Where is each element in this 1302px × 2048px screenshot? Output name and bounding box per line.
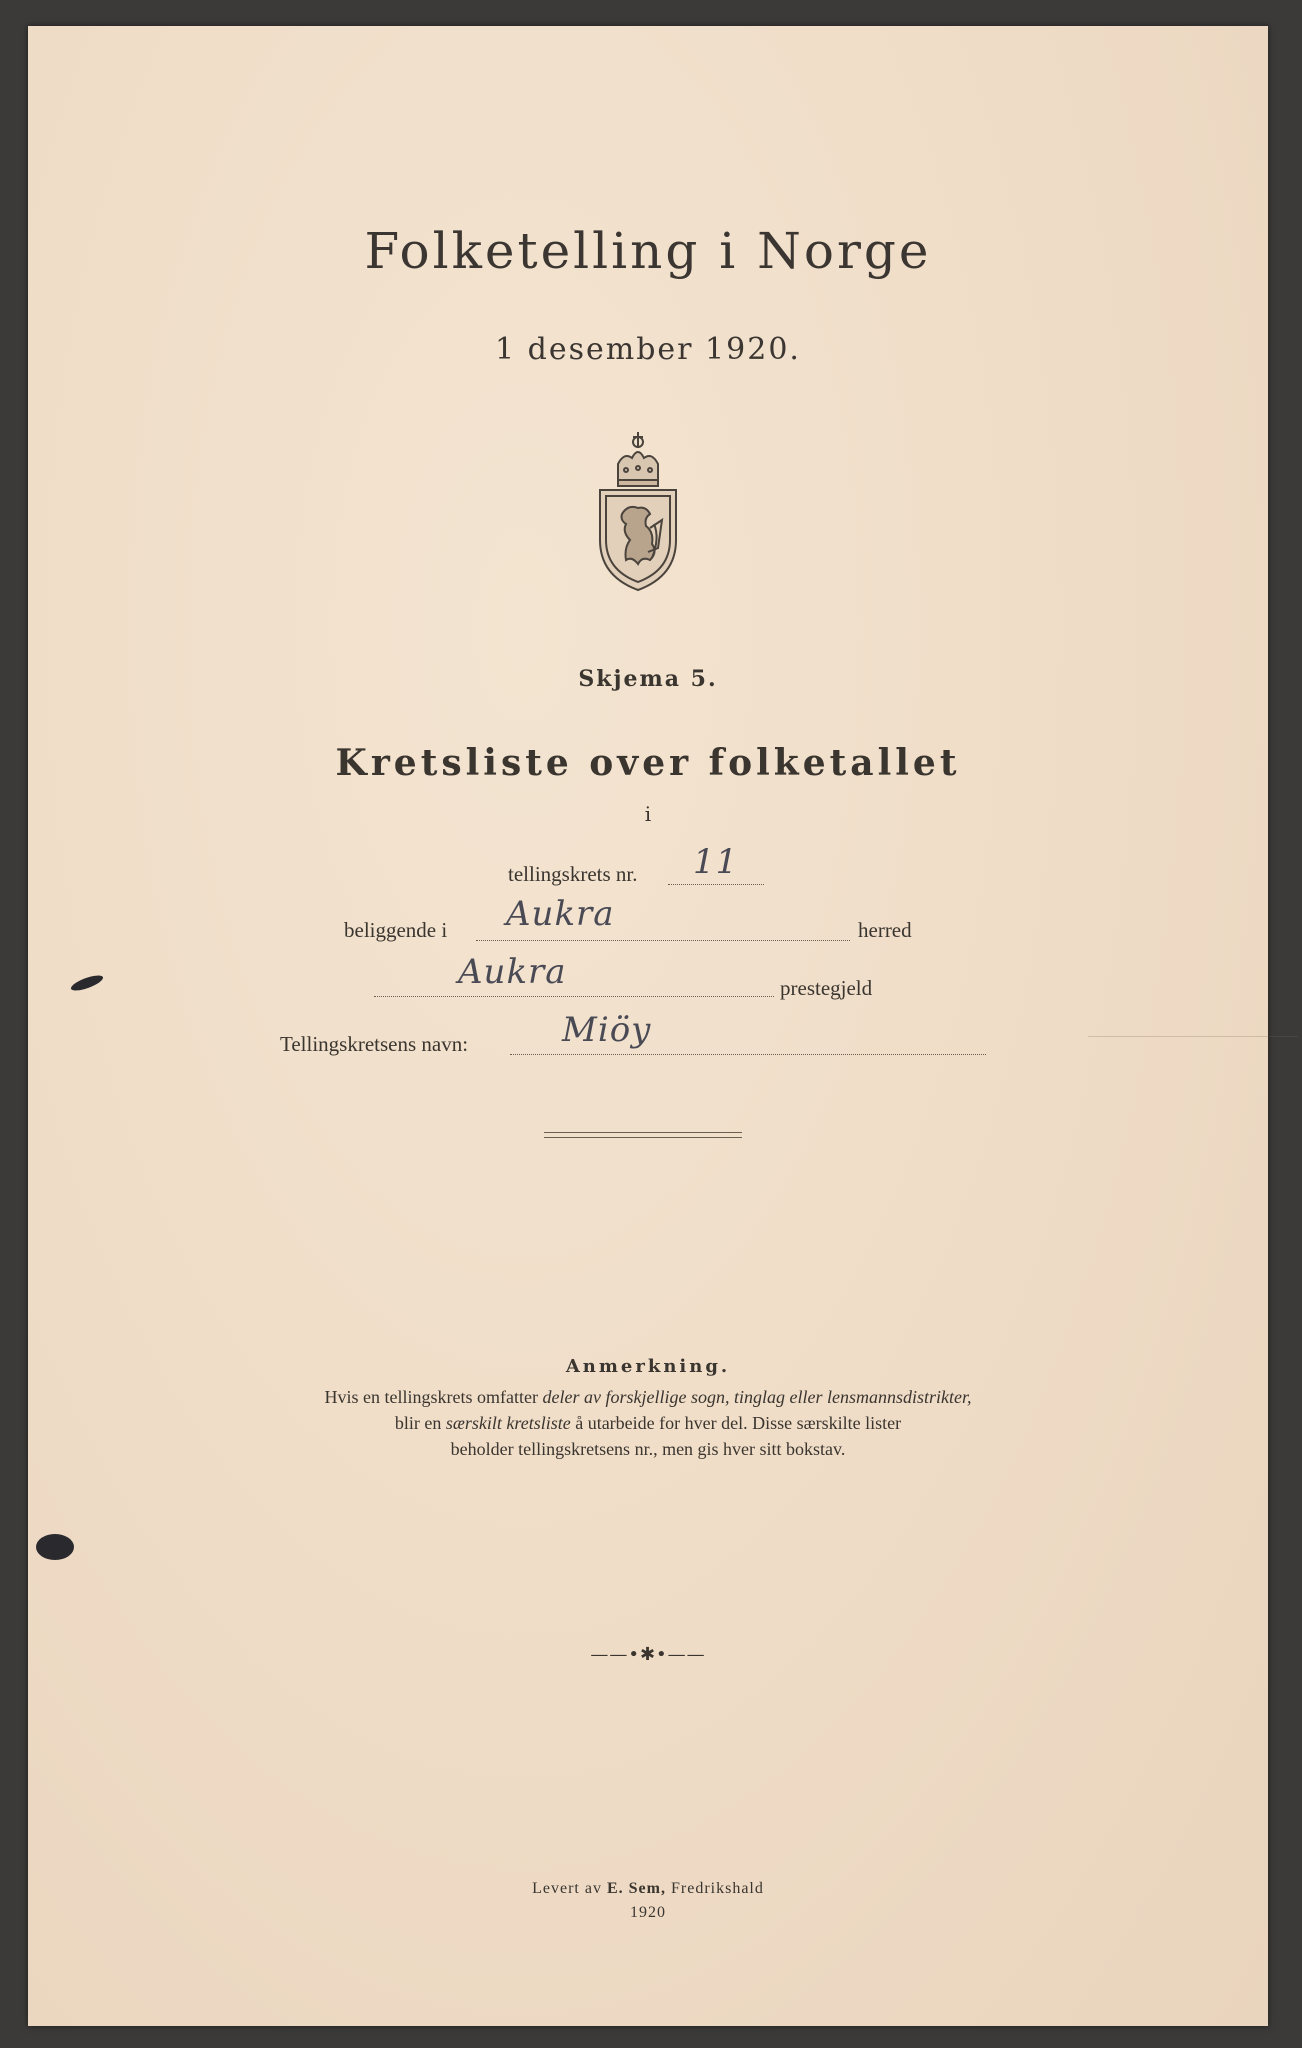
- tellingskrets-line: [668, 884, 764, 885]
- navn-value: Miöy: [562, 1010, 652, 1050]
- prestegjeld-line: [374, 996, 774, 997]
- prestegjeld-value: Aukra: [458, 952, 567, 992]
- divider-rule: [544, 1132, 742, 1138]
- printer-name: E. Sem,: [606, 1880, 666, 1897]
- navn-line: [510, 1054, 986, 1055]
- document-title: Folketelling i Norge: [364, 222, 932, 280]
- beliggende-line: [476, 940, 850, 941]
- note-emphasis: deler av forskjellige sogn, tinglag eller lensmannsdistrikter,: [542, 1387, 972, 1407]
- navn-label: Tellingskretsens navn:: [280, 1032, 469, 1056]
- form-heading: Kretsliste over folketallet: [335, 742, 961, 784]
- printer-prefix: Levert av: [532, 1880, 607, 1897]
- note-title: Anmerkning.: [565, 1356, 731, 1377]
- schema-number: Skjema 5.: [578, 666, 718, 692]
- beliggende-value: Aukra: [506, 894, 615, 934]
- norwegian-coat-of-arms-icon: [588, 428, 688, 596]
- prestegjeld-label: prestegjeld: [780, 976, 873, 1000]
- document-date: 1 desember 1920.: [495, 332, 801, 367]
- herred-label: herred: [858, 918, 912, 942]
- note-line-3: beholder tellingskretsens nr., men gis hver sitt bokstav.: [450, 1439, 846, 1459]
- paper-fold: [1088, 1036, 1298, 1097]
- note-text: blir en: [394, 1413, 446, 1433]
- ornament-divider: ——•✱•——: [590, 1644, 706, 1665]
- note-line-1: [28, 1384, 1268, 1410]
- preposition: i: [644, 802, 652, 826]
- ink-blot: [36, 1534, 74, 1560]
- tellingskrets-label: tellingskrets nr.: [508, 862, 638, 886]
- note-line-2: [28, 1410, 1268, 1436]
- printer-credit: [28, 1880, 1268, 1898]
- note-text: å utarbeide for hver del. Disse særskilte lister: [570, 1413, 902, 1433]
- note-text: Hvis en tellingskrets omfatter: [324, 1387, 543, 1407]
- beliggende-label: beliggende i: [344, 918, 448, 942]
- census-form-page: [28, 26, 1268, 2026]
- tellingskrets-value: 11: [693, 842, 739, 882]
- note-emphasis: særskilt kretsliste: [445, 1413, 571, 1433]
- printer-city: Fredrikshald: [665, 1880, 764, 1897]
- printer-year: 1920: [630, 1904, 666, 1921]
